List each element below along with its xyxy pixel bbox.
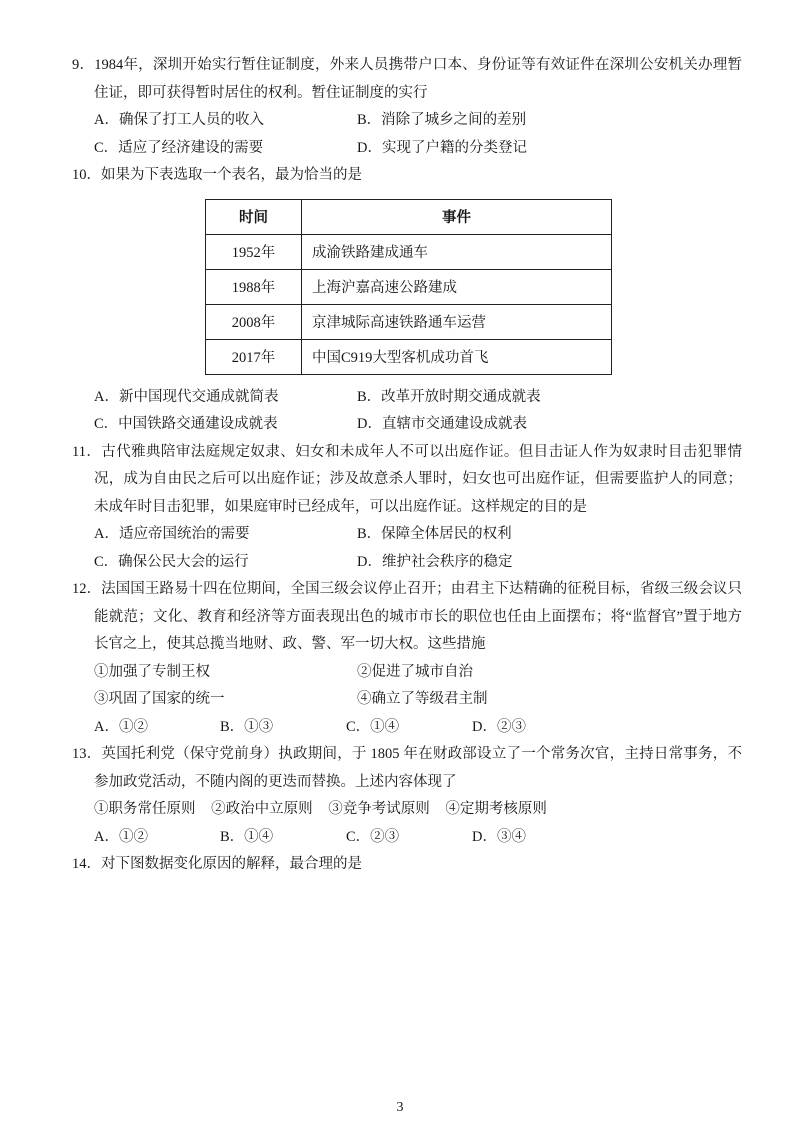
sub-option-3: ③竞争考试原则 xyxy=(328,801,430,817)
option-b: B．消除了城乡之间的差别 xyxy=(357,112,527,128)
question-12-suboptions-row-1 xyxy=(94,659,742,687)
question-11-number: 11． xyxy=(72,443,102,460)
option-b: B．改革开放时期交通成就表 xyxy=(357,388,541,405)
option-c: C．适应了经济建设的需要 xyxy=(94,139,264,156)
option-a: A．新中国现代交通成就简表 xyxy=(94,388,279,405)
answer-b: B．①③ xyxy=(220,718,274,735)
option-c: C．确保公民大会的运行 xyxy=(94,553,249,570)
question-11-text: 古代雅典陪审法庭规定奴隶、妇女和未成年人不可以出庭作证。但目击证人作为奴隶时目击犯罪情况，成为自由民之后可以出庭作证；涉及故意杀人罪时，妇女也可出庭作证，但需要监护人的同意；未成年时目击犯罪，如果庭审时已经成年，可以出庭作证。这样规定的目的是 xyxy=(94,443,743,515)
question-13-number: 13． xyxy=(72,746,102,762)
question-10-options-row-1 xyxy=(94,384,742,412)
sub-option-1: ①职务常任原则 xyxy=(94,801,196,817)
sub-option-1: ①加强了专制王权 xyxy=(94,663,210,680)
answer-d: D．③④ xyxy=(472,828,526,845)
question-9-options-row-1 xyxy=(94,107,742,135)
table-cell-time: 1988年 xyxy=(206,269,302,304)
question-12-answers-row xyxy=(94,714,742,742)
answer-b: B．①④ xyxy=(220,828,274,845)
question-12-number: 12． xyxy=(72,581,102,597)
answer-d: D．②③ xyxy=(472,718,526,735)
table-cell-event: 成渝铁路建成通车 xyxy=(302,234,612,269)
table-cell-time: 2017年 xyxy=(206,339,302,374)
question-10-text: 如果为下表选取一个表名，最为恰当的是 xyxy=(101,167,362,183)
question-13-suboptions-row xyxy=(94,796,742,824)
sub-option-4: ④确立了等级君主制 xyxy=(357,691,488,707)
question-13-text: 英国托利党（保守党前身）执政期间，于 1805 年在财政部设立了一个常务次官，主持日常事务，不参加政党活动，不随内阁的更迭而替换。上述内容体现了 xyxy=(94,746,742,790)
table-cell-time: 2008年 xyxy=(206,304,302,339)
sub-option-2: ②促进了城市自治 xyxy=(357,663,473,680)
table-cell-event: 中国C919大型客机成功首飞 xyxy=(302,339,612,374)
table-row xyxy=(206,269,612,304)
question-10-options-row-2 xyxy=(94,411,742,439)
sub-option-2: ②政治中立原则 xyxy=(211,801,313,817)
answer-a: A．①② xyxy=(94,718,148,735)
question-14-text: 对下图数据变化原因的解释，最合理的是 xyxy=(101,856,362,872)
question-9-options-row-2 xyxy=(94,135,742,163)
option-d: D．维护社会秩序的稳定 xyxy=(357,553,513,570)
page-number: 3 xyxy=(396,1100,404,1115)
table-cell-time: 1952年 xyxy=(206,234,302,269)
question-11-options-row-1 xyxy=(94,521,742,549)
question-14 xyxy=(72,851,742,879)
question-9 xyxy=(72,52,742,162)
option-a: A．确保了打工人员的收入 xyxy=(94,112,264,128)
question-12-text: 法国国王路易十四在位期间，全国三级会议停止召开；由君主下达精确的征税目标，省级三级会议只能就范；文化、教育和经济等方面表现出色的城市市长的职位也任由上面摆布；将“监督官”置于地方长官之上，使其总揽当地财、政、警、军一切大权。这些措施 xyxy=(94,581,743,652)
table-row xyxy=(206,339,612,374)
question-13-answers-row xyxy=(94,824,742,852)
question-13 xyxy=(72,741,742,851)
option-b: B．保障全体居民的权利 xyxy=(357,526,512,542)
question-11-options-row-2 xyxy=(94,549,742,577)
question-14-stem xyxy=(72,851,742,879)
answer-c: C．②③ xyxy=(346,828,400,845)
answer-c: C．①④ xyxy=(346,718,400,735)
table-cell-event: 京津城际高速铁路通车运营 xyxy=(302,304,612,339)
table-header-event: 事件 xyxy=(302,199,612,234)
option-d: D．实现了户籍的分类登记 xyxy=(357,139,527,156)
question-9-text: 1984年，深圳开始实行暂住证制度，外来人员携带户口本、身份证等有效证件在深圳公安机关办理暂住证，即可获得暂时居住的权利。暂住证制度的实行 xyxy=(94,57,742,101)
q10-table xyxy=(205,199,612,375)
option-a: A．适应帝国统治的需要 xyxy=(94,526,250,542)
question-10 xyxy=(72,162,742,439)
sub-option-4: ④定期考核原则 xyxy=(445,801,547,817)
question-12 xyxy=(72,576,742,741)
table-row xyxy=(206,234,612,269)
sub-option-3: ③巩固了国家的统一 xyxy=(94,691,225,707)
question-13-stem xyxy=(72,741,742,796)
question-10-number: 10． xyxy=(72,167,101,183)
question-12-suboptions-row-2 xyxy=(94,686,742,714)
question-11 xyxy=(72,439,742,577)
answer-a: A．①② xyxy=(94,828,148,845)
question-9-number: 9． xyxy=(72,57,95,73)
question-12-stem xyxy=(72,576,742,659)
table-cell-event: 上海沪嘉高速公路建成 xyxy=(302,269,612,304)
table-row xyxy=(206,304,612,339)
option-c: C．中国铁路交通建设成就表 xyxy=(94,416,278,432)
question-9-stem xyxy=(72,52,742,107)
question-11-stem xyxy=(72,439,742,522)
table-header-time: 时间 xyxy=(206,199,302,234)
option-d: D．直辖市交通建设成就表 xyxy=(357,416,527,432)
table-header-row xyxy=(206,199,612,234)
question-10-stem xyxy=(72,162,742,190)
question-14-number: 14． xyxy=(72,856,101,872)
